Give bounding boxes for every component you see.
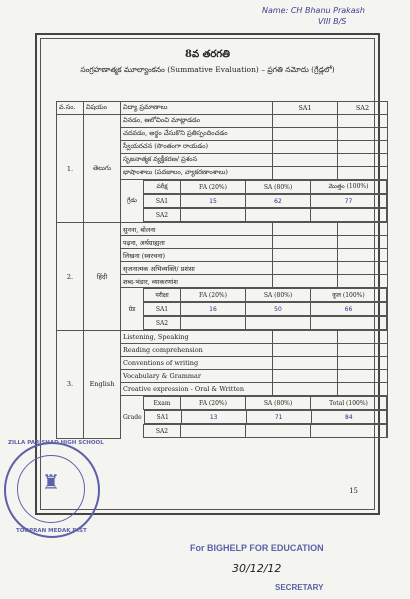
standard-label: Reading comprehension [121,344,273,357]
standard-sa2-cell [338,383,388,396]
standard-label: लिखना (स्वरचना) [121,249,273,262]
exam-label: SA1 [144,411,181,424]
score-cell [311,425,387,438]
score-cell [246,209,311,222]
subject-name: తెలుగు [84,115,121,223]
subject-name: हिंदी [84,223,121,331]
page-number: 15 [349,487,358,495]
score-cell [311,317,387,330]
standard-sa2-cell [338,167,388,180]
grade-col-header: FA (20%) [181,397,246,410]
standard-sa1-cell [273,141,338,154]
standard-sa1-cell [273,115,338,128]
standard-label: शब्द-भंडार, व्याकरणांश [121,275,273,288]
standard-label: Vocabulary & Grammar [121,370,273,383]
score-cell [311,209,387,222]
page-subtitle: సంగ్రహణాత్మక మూల్యాంకనం (Summative Evaluation) – ప్రగతి నమోదు (గ్రేడ్లలో) [80,65,335,74]
grade-col-header: Total (100%) [311,397,387,410]
exam-label: SA1 [144,303,181,316]
standard-sa1-cell [273,223,338,236]
score-cell: 50 [246,303,311,316]
standard-sa2-cell [338,370,388,383]
standard-sa1-cell [273,331,338,344]
exam-label: SA2 [144,425,181,438]
standard-label: స్వీయరచన (సొంతంగా రాయడం) [121,141,273,154]
grade-col-header: SA (80%) [246,397,311,410]
exam-label: SA2 [144,317,181,330]
score-cell: 16 [181,303,246,316]
header-serial: వ.సం. [57,102,84,115]
evaluation-table [56,101,388,439]
standard-label: చదవడం, అర్థం చేసుకొని ప్రతిస్పందించడం [121,128,273,141]
header-sa1: SA1 [273,102,338,115]
seal-text-bottom: TOOPRAN MEDAK DIST [16,528,87,534]
standard-label: వినడం, ఆలోచించి మాట్లాడడం [121,115,273,128]
standard-sa2-cell [338,262,388,275]
standard-sa1-cell [273,370,338,383]
score-cell [181,317,246,330]
standard-label: Creative expression - Oral & Written [121,383,273,396]
subject-name: English [84,331,121,439]
grade-col-header: SA (80%) [246,289,311,302]
subject-number: 2. [57,223,84,331]
standard-sa2-cell [338,223,388,236]
standard-sa2-cell [338,154,388,167]
standard-sa1-cell [273,275,338,288]
standard-sa2-cell [338,128,388,141]
standard-sa2-cell [338,115,388,128]
standard-sa2-cell [338,249,388,262]
standard-label: पढ़ना, अर्थग्राह्यता [121,236,273,249]
standard-sa1-cell [273,128,338,141]
standard-sa2-cell [338,357,388,370]
standard-sa1-cell [273,236,338,249]
standard-label: सुनना, बोलना [121,223,273,236]
standard-sa1-cell [273,249,338,262]
standard-label: Listening, Speaking [121,331,273,344]
subject-number: 1. [57,115,84,223]
footer-org: For BIGHELP FOR EDUCATION [190,543,324,553]
grade-col-header: परीक्षा [144,289,181,302]
grade-col-header: SA (80%) [246,181,311,194]
footer-secretary: SECRETARY [275,583,324,592]
score-cell: 62 [246,195,311,208]
school-seal [4,442,100,538]
grade-col-header: Exam [144,397,181,410]
exam-label: SA2 [144,209,181,222]
score-cell [246,317,311,330]
standard-sa1-cell [273,344,338,357]
standard-label: సృజనాత్మక వ్యక్తీకరణ/ ప్రశంస [121,154,273,167]
grade-col-header: మొత్తం (100%) [311,181,387,194]
score-cell: 84 [311,411,386,424]
grade-label: ग्रेड [121,303,144,316]
subject-number: 3. [57,331,84,439]
score-cell: 15 [181,195,246,208]
grade-label: గ్రేడు [121,195,144,208]
standard-sa2-cell [338,331,388,344]
standard-sa1-cell [273,167,338,180]
standard-sa2-cell [338,141,388,154]
score-cell [181,209,246,222]
emblem-icon: ♜ [42,470,60,494]
header-standards: విద్యా ప్రమాణాలు [121,102,273,115]
header-subject: విషయం [84,102,121,115]
score-cell [246,425,311,438]
grade-col-header: FA (20%) [181,289,246,302]
standard-sa2-cell [338,344,388,357]
grade-col-header: कुल (100%) [311,289,387,302]
page-title: 8వ తరగతి [185,49,230,60]
score-cell: 13 [181,411,246,424]
student-name-handwriting: Name: CH Bhanu Prakash [262,6,365,15]
exam-label: SA1 [144,195,181,208]
seal-text-top: ZILLA PARISHAD HIGH SCHOOL [8,440,104,446]
grade-col-header: పరీక్ష [144,181,181,194]
standard-sa2-cell [338,236,388,249]
signature-date: 30/12/12 [232,562,282,575]
score-cell: 66 [311,303,387,316]
standard-label: భాషాంశాలు (పదజాలం, వ్యాకరణాంశాలు) [121,167,273,180]
standard-label: Conventions of writing [121,357,273,370]
score-cell: 77 [311,195,387,208]
student-class-handwriting: VIII B/S [318,17,347,26]
score-cell: 71 [246,411,311,424]
standard-sa1-cell [273,154,338,167]
grade-col-header: FA (20%) [181,181,246,194]
grade-label: Grade [121,411,144,424]
standard-sa1-cell [273,357,338,370]
standard-sa1-cell [273,383,338,396]
standard-label: सृजनात्मक अभिव्यक्ति/ प्रशंसा [121,262,273,275]
standard-sa1-cell [273,262,338,275]
header-sa2: SA2 [338,102,388,115]
standard-sa2-cell [338,275,388,288]
score-cell [181,425,246,438]
